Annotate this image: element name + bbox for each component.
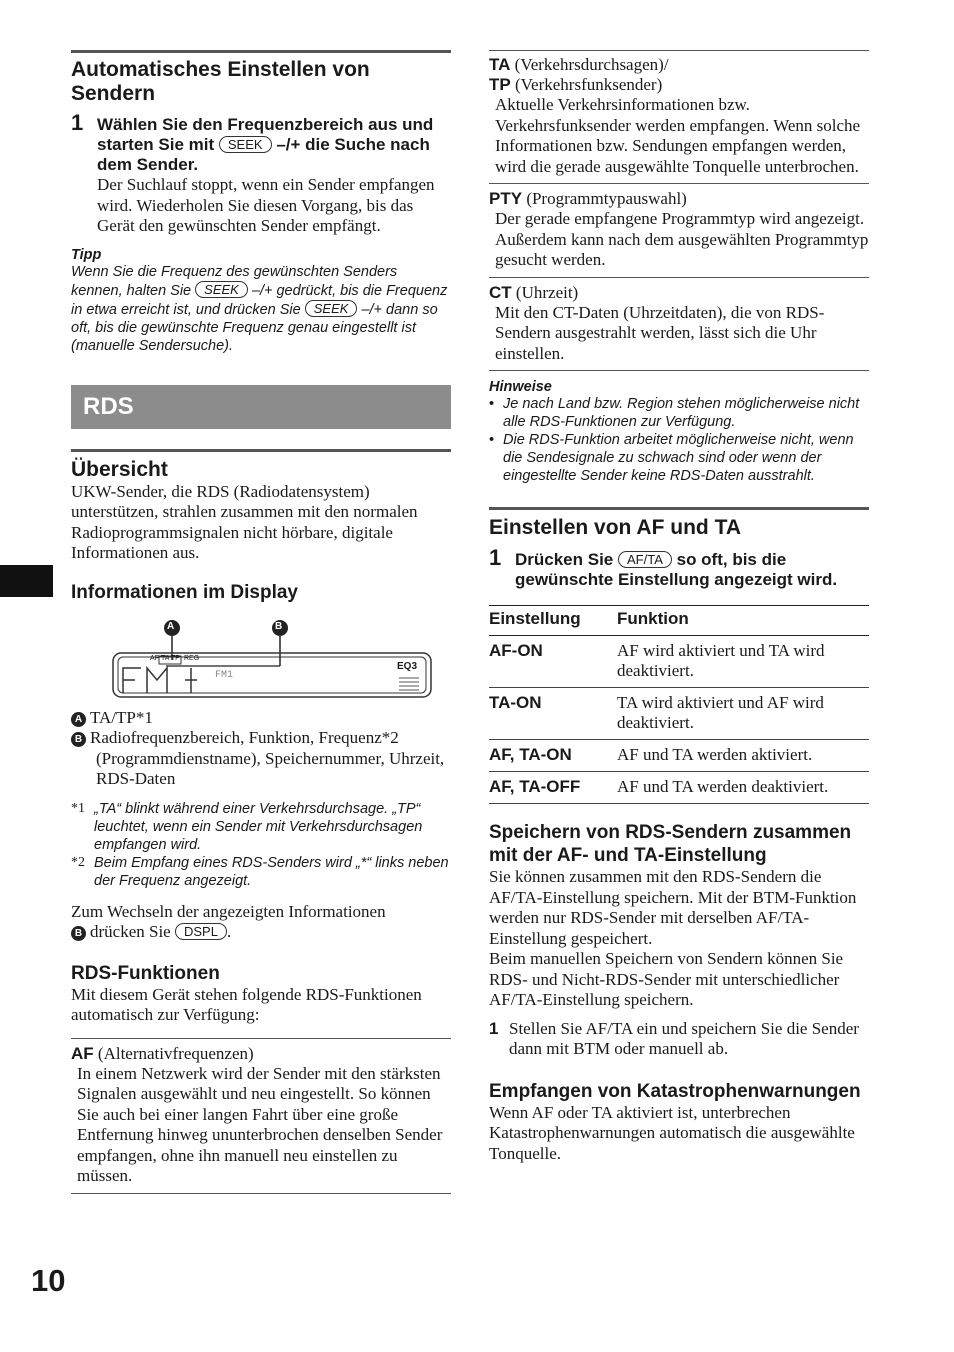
display-illustration bbox=[71, 618, 451, 698]
table-row bbox=[489, 636, 869, 688]
table-cell: AF wird aktiviert und TA wird deaktiviert. bbox=[617, 636, 869, 688]
auto-tune-heading: Automatisches Einstellen von Sendern bbox=[71, 58, 370, 105]
footnote-2-mark: *2 bbox=[71, 854, 85, 870]
seek-button-label: SEEK bbox=[219, 136, 272, 153]
legend-item-b bbox=[71, 728, 451, 790]
step-text: –/+ die Suche nach dem Sender. bbox=[97, 135, 430, 174]
ta-sub: (Verkehrsdurchsagen)/ bbox=[514, 55, 669, 74]
marker-b: B bbox=[71, 732, 86, 747]
section-rule bbox=[71, 449, 451, 482]
feature-ct-term bbox=[489, 283, 869, 303]
note-item: • Je nach Land bzw. Region stehen möglicherweise nicht alle RDS-Funktionen zur Verfügung. bbox=[489, 395, 869, 431]
marker-b-label: B bbox=[275, 620, 283, 632]
dspl-button-label: DSPL bbox=[175, 923, 227, 940]
tip-text-c: –/+ dann so oft, bis die gewünschte Frequenz genau eingestellt ist (manuelle Sendersuche). bbox=[71, 301, 438, 354]
storing-heading: Speichern von RDS-Sendern zusammen mit der AF- und TA-Einstellung bbox=[489, 822, 852, 866]
tatp-indicator: TA TP bbox=[161, 654, 180, 662]
footnotes bbox=[71, 800, 451, 890]
feature-ta-tp bbox=[489, 50, 869, 183]
step-text: Drücken Sie bbox=[515, 550, 614, 569]
pty-term: PTY bbox=[489, 189, 523, 208]
legend-item-a bbox=[71, 708, 451, 729]
ct-term: CT bbox=[489, 282, 512, 302]
footnote-1-text: „TA“ blinkt während einer Verkehrsdurchsage. „TP“ leuchtet, wenn ein Sender mit Verkehrsdurchsagen empfangen wird. bbox=[94, 800, 423, 853]
seek-button-label: SEEK bbox=[305, 300, 358, 317]
emergency-heading: Empfangen von Katastrophenwarnungen bbox=[489, 1080, 861, 1102]
table-cell: AF-ON bbox=[489, 636, 617, 688]
storing-body-1: Sie können zusammen mit den RDS-Sendern die AF/TA-Einstellung speichern. Mit der BTM-Funktion werden nur RDS-Sender mit derselben AF/TA-Einstellung gespeichert. bbox=[489, 867, 857, 948]
feature-pty bbox=[489, 183, 869, 277]
switch-text-a: Zum Wechseln der angezeigten Informationen bbox=[71, 901, 386, 921]
rds-functions-body: Mit diesem Gerät stehen folgende RDS-Funktionen automatisch zur Verfügung: bbox=[71, 984, 422, 1024]
page-number: 10 bbox=[31, 1263, 66, 1298]
tp-sub: (Verkehrsfunksender) bbox=[514, 75, 663, 94]
feature-ta-term bbox=[489, 55, 869, 75]
tip-title: Tipp bbox=[71, 246, 102, 263]
rds-banner: RDS bbox=[71, 385, 451, 429]
overview-body: UKW-Sender, die RDS (Radiodatensystem) unterstützen, strahlen zusammen mit den normalen Radioprogrammsignalen nicht hörbare, digitale Informationen aus. bbox=[71, 481, 418, 562]
table-cell: AF und TA werden aktiviert. bbox=[617, 740, 869, 772]
ta-term: TA bbox=[489, 55, 511, 74]
chapter-tab bbox=[0, 565, 53, 597]
storing-body-2: Beim manuellen Speichern von Sendern können Sie RDS- und Nicht-RDS-Sender mit unterschiedlicher AF/TA-Einstellung speichern. bbox=[489, 949, 844, 1009]
marker-b: B bbox=[71, 926, 86, 941]
af-sub: (Alternativfrequenzen) bbox=[97, 1043, 254, 1063]
af-description: In einem Netzwerk wird der Sender mit den stärksten Signalen ausgewählt und neu eingestellt. So können Sie auch bei einer langen Fahrt über eine große Entfernung hinweg ununterbrochen denselben Sender empfangen, ohne ihn manuell neu einstellen zu müssen. bbox=[77, 1063, 443, 1185]
af-term: AF bbox=[71, 1043, 94, 1063]
af-indicator: AF bbox=[150, 654, 159, 662]
table-cell: AF und TA werden deaktiviert. bbox=[617, 772, 869, 804]
switch-text-c: . bbox=[226, 922, 232, 941]
legend-a-text: TA/TP*1 bbox=[90, 707, 153, 727]
step-number: 1 bbox=[71, 110, 84, 135]
marker-a: A bbox=[71, 712, 86, 727]
display-switch-text bbox=[71, 902, 451, 943]
marker-a-label: A bbox=[167, 620, 175, 632]
table-header-row bbox=[489, 606, 869, 636]
table-row bbox=[489, 740, 869, 772]
footnote-2-text: Beim Empfang eines RDS-Senders wird „*“ links neben der Frequenz angezeigt. bbox=[94, 854, 449, 889]
display-legend bbox=[71, 708, 451, 790]
af-ta-button-label: AF/TA bbox=[618, 551, 672, 568]
auto-tune-body: Der Suchlauf stoppt, wenn ein Sender empfangen wird. Wiederholen Sie diesen Vorgang, bis das Gerät den gewünschten Sender empfängt. bbox=[97, 175, 435, 235]
right-column bbox=[489, 50, 869, 1164]
af-ta-step bbox=[489, 545, 869, 590]
table-header: Einstellung bbox=[489, 606, 617, 636]
af-ta-settings-table bbox=[489, 605, 869, 804]
overview-heading: Übersicht bbox=[71, 457, 168, 481]
section-rule bbox=[71, 50, 451, 106]
display-info-heading: Informationen im Display bbox=[71, 581, 298, 603]
feature-pty-term bbox=[489, 189, 869, 209]
feature-af-term bbox=[71, 1044, 451, 1064]
left-column bbox=[71, 50, 451, 1194]
table-row bbox=[489, 688, 869, 740]
feature-ct bbox=[489, 277, 869, 372]
tp-term: TP bbox=[489, 75, 511, 94]
step-number: 1 bbox=[489, 1018, 499, 1038]
table-cell: TA-ON bbox=[489, 688, 617, 740]
footnote-1 bbox=[71, 800, 451, 854]
footnote-1-mark: *1 bbox=[71, 800, 85, 816]
table-cell: AF, TA-OFF bbox=[489, 772, 617, 804]
emergency-body: Wenn AF oder TA aktiviert ist, unterbrechen Katastrophenwarnungen automatisch die ausgewählte Tonquelle. bbox=[489, 1102, 855, 1163]
feature-af bbox=[71, 1038, 451, 1194]
tip-text-a: Wenn Sie die Frequenz des gewünschten Senders kennen, halten Sie bbox=[71, 263, 398, 299]
auto-tune-step bbox=[71, 110, 451, 175]
pty-description: Der gerade empfangene Programmtyp wird angezeigt. Außerdem kann nach dem ausgewählten Programmtyp gesucht werden. bbox=[495, 209, 869, 269]
switch-text-b: drücken Sie bbox=[90, 922, 171, 941]
ta-tp-description: Aktuelle Verkehrsinformationen bzw. Verkehrsfunksender werden empfangen. Wenn solche Informationen bzw. Sendungen empfangen werden, wird die gerade ausgewählte Tonquelle unterbrochen. bbox=[495, 95, 861, 176]
ct-sub: (Uhrzeit) bbox=[515, 282, 579, 302]
af-ta-heading: Einstellen von AF und TA bbox=[489, 516, 741, 539]
storing-step-text: Stellen Sie AF/TA ein und speichern Sie die Sender dann mit BTM oder manuell ab. bbox=[509, 1018, 859, 1058]
table-cell: AF, TA-ON bbox=[489, 740, 617, 772]
reg-indicator: REG bbox=[184, 654, 200, 662]
ct-description: Mit den CT-Daten (Uhrzeitdaten), die von RDS-Sendern ausgestrahlt werden, lässt sich die Uhr einstellen. bbox=[495, 302, 825, 363]
pty-sub: (Programmtypauswahl) bbox=[526, 189, 687, 208]
section-rule bbox=[489, 507, 869, 540]
display-text: FM1 bbox=[215, 669, 234, 681]
footnote-2 bbox=[71, 854, 451, 890]
step-text: Wählen Sie den Frequenzbereich aus und starten Sie mit bbox=[97, 115, 434, 154]
storing-step bbox=[489, 1019, 869, 1060]
notes-title: Hinweise bbox=[489, 379, 552, 395]
seek-button-label: SEEK bbox=[195, 281, 248, 298]
step-text: so oft, bis die gewünschte Einstellung angezeigt wird. bbox=[515, 550, 838, 589]
eq-label: EQ3 bbox=[397, 660, 418, 672]
table-cell: TA wird aktiviert und AF wird deaktiviert. bbox=[617, 688, 869, 740]
display-diagram bbox=[71, 618, 451, 698]
feature-tp-term bbox=[489, 75, 869, 95]
tip-text bbox=[71, 263, 451, 355]
rds-functions-heading: RDS-Funktionen bbox=[71, 962, 220, 984]
note-item: • Die RDS-Funktion arbeitet möglicherweise nicht, wenn die Sendesignale zu schwach sind oder wenn der eingestellte Sender keine RDS-Daten ausstrahlt. bbox=[489, 431, 869, 485]
table-header: Funktion bbox=[617, 606, 869, 636]
legend-b-text: Radiofrequenzbereich, Funktion, Frequenz*2 (Programmdienstname), Speichernummer, Uhrzeit, RDS-Daten bbox=[90, 728, 445, 788]
table-row bbox=[489, 772, 869, 804]
step-number: 1 bbox=[489, 545, 502, 570]
tip-text-b: –/+ gedrückt, bis die Frequenz in etwa erreicht ist, und drücken Sie bbox=[71, 282, 448, 318]
